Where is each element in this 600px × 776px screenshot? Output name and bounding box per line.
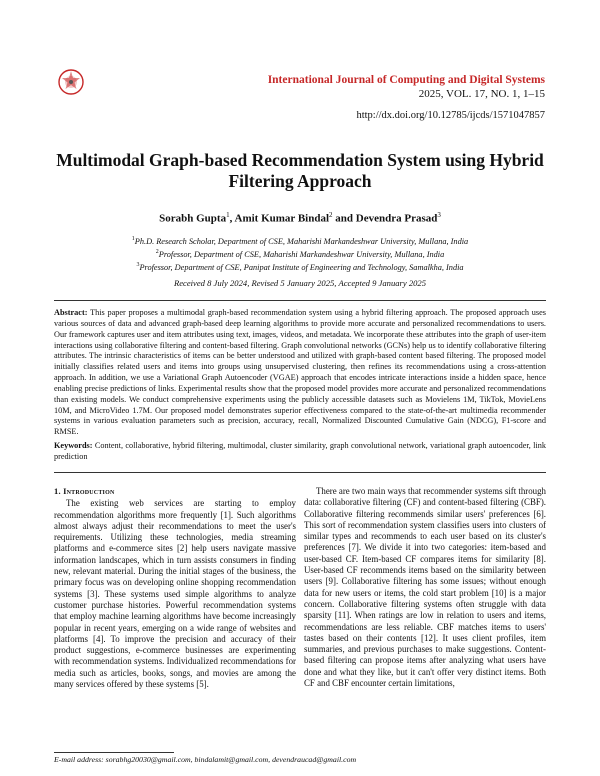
paragraph: The existing web services are starting to employ recommendation algorithms more frequently [1]. Such algorithms almost always adjust their recommendations to meet the user's requirements. Utilizing these technologies, media streaming platforms and e-commerce sites [2] help users navigate massive information landscapes, which in turn assists consumers in finding new, relevant material. During the initial stages of the business, the primary focus was on developing online shopping recommendation systems [3]. These systems used simple algorithms to analyze customer purchase histories. Powerful recommendation systems that employ machine learning algorithms have become increasingly popular in recent years, emerging on a wide range of websites and platforms [4]. To improve the precision and accuracy of their product suggestions, e-commerce businesses are experimenting with recommendation systems. Individualized recommendations for media such as articles, books, songs, and movies are among the many services offered by these systems [5]. [54,498,296,690]
keywords-label: Keywords: [54,441,93,450]
author-name: Amit Kumar Bindal [234,212,330,225]
paper-title: Multimodal Graph-based Recommendation System using Hybrid Filtering Approach [56,150,544,191]
body-column-left [54,486,296,690]
affiliation-mark: 3 [136,261,140,268]
doi-link[interactable]: http://dx.doi.org/10.12785/ijcds/1571047857 [356,110,545,121]
submission-dates: Received 8 July 2024, Revised 5 January 2025, Accepted 9 January 2025 [173,278,427,288]
affiliation-text: Professor, Department of CSE, Maharishi Markandeshwar University, Mullana, India [158,249,445,259]
keywords [54,441,546,463]
divider [54,300,546,301]
keywords-text: Content, collaborative, hybrid filtering, multimodal, cluster similarity, graph convolutional network, variational graph autoencoder, link prediction [54,441,546,461]
affiliation [40,247,560,260]
volume-info: 2025, VOL. 17, NO. 1, 1–15 [418,88,545,100]
affiliation [40,260,560,273]
abstract-text: This paper proposes a multimodal graph-based recommendation system using a hybrid filtering approach. The proposed approach uses various sources of data and advanced graph-based deep learning algorithms to provide more accurate and personalized recommendations to users. Our framework captures user and item attributes using text, images, videos, and metadata. We incorporate these attributes into the graph of user-item interactions using collaborative filtering and content-based filtering. Graph convolutional networks (GCNs) help us to identify collaborative filtering attributes. The intrinsic characteristics of items can be better understood and utilized with graph-based content based filtering. The proposed model initially classifies related users and items into groups using unsupervised clustering, then refines its recommendations using a cross-attention approach. In addition, we use a Variational Graph Autoencoder (VGAE) approach that encodes intricate interactions inside a hidden space, hence enabling precise predictions of links. Experimental results show that the proposed model provides more accurate and personalized recommendations than existing models. We conduct comprehensive experiments using the publicly accessible datasets such as Movielens 1M, TikTok, MovieLens 10M, and MicroVideo 1.7M. Our proposed model demonstrates superior effectiveness compared to the state-of-the-art multimedia recommender systems in various evaluation parameters such as precision, accuracy, recall, Normalized Discounted Cumulative Gain (NDCG), F1-score and RMSE. [54,308,546,437]
body-column-right [304,486,546,689]
author-name: Sorabh Gupta [159,212,227,225]
affiliation-text: Ph.D. Research Scholar, Department of CSE, Maharishi Markandeshwar University, Mullana, India [134,236,469,246]
affiliation-mark: 1 [131,236,135,242]
affiliations [40,234,560,272]
author-name: Devendra Prasad [355,212,438,225]
journal-logo-icon [57,68,85,96]
abstract [54,308,546,438]
footnote-rule [54,752,174,753]
section-heading: 1. Introduction [54,486,115,496]
author-separator: , [229,212,235,225]
paragraph: There are two main ways that recommender systems sift through data: collaborative filtering (CF) and content-based filtering (CBF). Collaborative filtering recommends similar users' preferences [6]. This sort of recommendation system classifies users into clusters of similar types and recommends to each user based on its cluster's preferences [7]. We divide it into two categories: item-based and user-based CF. Item-based CF compares items for similarity [8]. User-based CF recommends items based on the similarity between users [9]. Collaborative filtering has some issues; without enough data for new users or items, the cold start problem [10] is a major concern. Collaborative filtering systems often struggle with data sparsity [11]. When ratings are low in relation to users and items, recommendations are less reliable. CBF matches items to users' tastes based on their contents [12]. It uses client profiles, item summaries, and previous purchases to make suggestions. Content-based filtering can propose items after analyzing what users have done and what they like, but it can't offer very distinct items. Both CF and CBF encounter certain limitations, [304,486,546,689]
affiliation-mark: 2 [155,248,159,255]
author-separator: and [332,212,356,225]
affiliation [40,234,560,247]
author-list [40,208,560,226]
author-mark: 3 [437,211,441,219]
email-footnote: E-mail address: sorabhg20030@gmail.com, bindalamit@gmail.com, devendraucad@gmail.com [54,755,357,764]
divider [54,472,546,473]
journal-header [268,73,545,101]
affiliation-text: Professor, Department of CSE, Panipat Institute of Engineering and Technology, Samalkha, India [139,262,464,272]
abstract-label: Abstract: [54,308,88,317]
author-mark: 1 [226,211,230,219]
journal-name: International Journal of Computing and Digital Systems [267,74,545,86]
author-mark: 2 [329,211,333,219]
